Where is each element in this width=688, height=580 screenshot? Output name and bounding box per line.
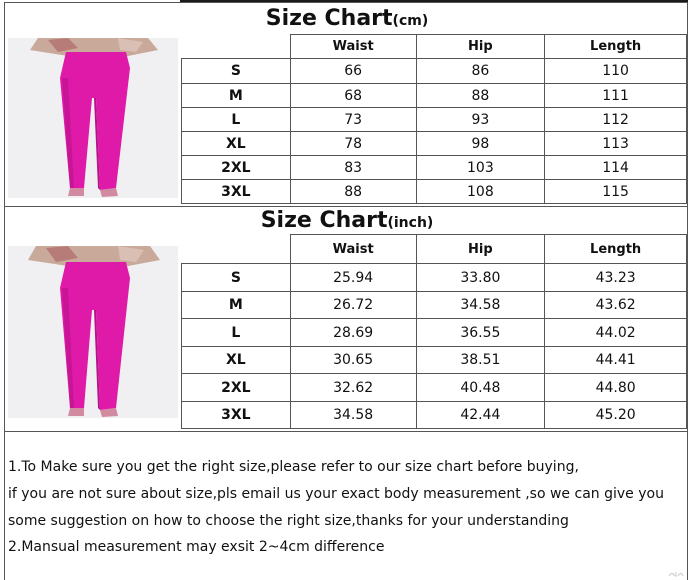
- hip-value: 34.58: [416, 292, 545, 319]
- size-label: 3XL: [182, 402, 291, 429]
- length-value: 44.41: [545, 347, 687, 374]
- size-label: L: [182, 108, 291, 132]
- note-line: 1.To Make sure you get the right size,please refer to our size chart before buying,: [8, 459, 579, 475]
- chart-title-text: Size Chart: [260, 208, 388, 233]
- length-value: 111: [545, 84, 687, 108]
- size-label: L: [182, 319, 291, 347]
- header-length: Length: [545, 35, 687, 59]
- hip-value: 98: [416, 132, 545, 156]
- size-label: M: [182, 292, 291, 319]
- product-photo-pink-pants: [8, 38, 178, 198]
- size-label: S: [182, 264, 291, 292]
- note-line: if you are not sure about size,pls email us your exact body measurement ,so we can give you: [8, 486, 664, 502]
- table-row: [182, 108, 687, 132]
- table-row: [182, 132, 687, 156]
- size-label: S: [182, 59, 291, 84]
- size-label: 2XL: [182, 156, 291, 180]
- watermark-icon: [668, 570, 684, 578]
- header-hip: Hip: [416, 35, 545, 59]
- hip-value: 93: [416, 108, 545, 132]
- table-row: [182, 264, 687, 292]
- length-value: 110: [545, 59, 687, 84]
- header-length: Length: [545, 235, 687, 264]
- length-value: 45.20: [545, 402, 687, 429]
- table-row: [182, 319, 687, 347]
- length-value: 114: [545, 156, 687, 180]
- size-label: XL: [182, 132, 291, 156]
- size-notes: [4, 431, 688, 580]
- chart-unit-label: (cm): [392, 13, 429, 29]
- waist-value: 78: [290, 132, 416, 156]
- header-waist: Waist: [290, 235, 416, 264]
- pants-image: [8, 246, 178, 418]
- waist-value: 34.58: [290, 402, 416, 429]
- header-corner-cell: [182, 235, 291, 264]
- product-photo-pink-pants: [8, 246, 178, 418]
- table-row: [182, 347, 687, 374]
- hip-value: 108: [416, 180, 545, 204]
- size-table-inch: [181, 234, 687, 429]
- header-hip: Hip: [416, 235, 545, 264]
- length-value: 43.23: [545, 264, 687, 292]
- length-value: 44.02: [545, 319, 687, 347]
- waist-value: 25.94: [290, 264, 416, 292]
- note-line: 2.Mansual measurement may exsit 2~4cm difference: [8, 539, 385, 555]
- hip-value: 88: [416, 84, 545, 108]
- hip-value: 36.55: [416, 319, 545, 347]
- waist-value: 68: [290, 84, 416, 108]
- length-value: 44.80: [545, 374, 687, 402]
- hip-value: 38.51: [416, 347, 545, 374]
- length-value: 112: [545, 108, 687, 132]
- length-value: 115: [545, 180, 687, 204]
- length-value: 43.62: [545, 292, 687, 319]
- table-row: [182, 180, 687, 204]
- table-row: [182, 156, 687, 180]
- size-label: M: [182, 84, 291, 108]
- header-waist: Waist: [290, 35, 416, 59]
- hip-value: 42.44: [416, 402, 545, 429]
- length-value: 113: [545, 132, 687, 156]
- header-corner-cell: [182, 35, 291, 59]
- table-row: [182, 292, 687, 319]
- hip-value: 40.48: [416, 374, 545, 402]
- waist-value: 66: [290, 59, 416, 84]
- chart-unit-label: (inch): [387, 215, 434, 231]
- size-table-cm: [181, 34, 687, 204]
- table-row: [182, 402, 687, 429]
- size-chart-cm: [4, 2, 688, 207]
- chart-title-inch: [5, 208, 688, 233]
- chart-title-text: Size Chart: [265, 6, 393, 31]
- size-label: XL: [182, 347, 291, 374]
- note-line: some suggestion on how to choose the right size,thanks for your understanding: [8, 513, 569, 529]
- waist-value: 26.72: [290, 292, 416, 319]
- size-label: 3XL: [182, 180, 291, 204]
- size-label: 2XL: [182, 374, 291, 402]
- waist-value: 88: [290, 180, 416, 204]
- pants-image: [8, 38, 178, 198]
- hip-value: 86: [416, 59, 545, 84]
- waist-value: 30.65: [290, 347, 416, 374]
- table-row: [182, 59, 687, 84]
- waist-value: 83: [290, 156, 416, 180]
- table-row: [182, 84, 687, 108]
- size-chart-inch: [4, 206, 688, 432]
- table-row: [182, 374, 687, 402]
- chart-title-cm: [5, 6, 688, 31]
- hip-value: 103: [416, 156, 545, 180]
- waist-value: 73: [290, 108, 416, 132]
- hip-value: 33.80: [416, 264, 545, 292]
- waist-value: 32.62: [290, 374, 416, 402]
- waist-value: 28.69: [290, 319, 416, 347]
